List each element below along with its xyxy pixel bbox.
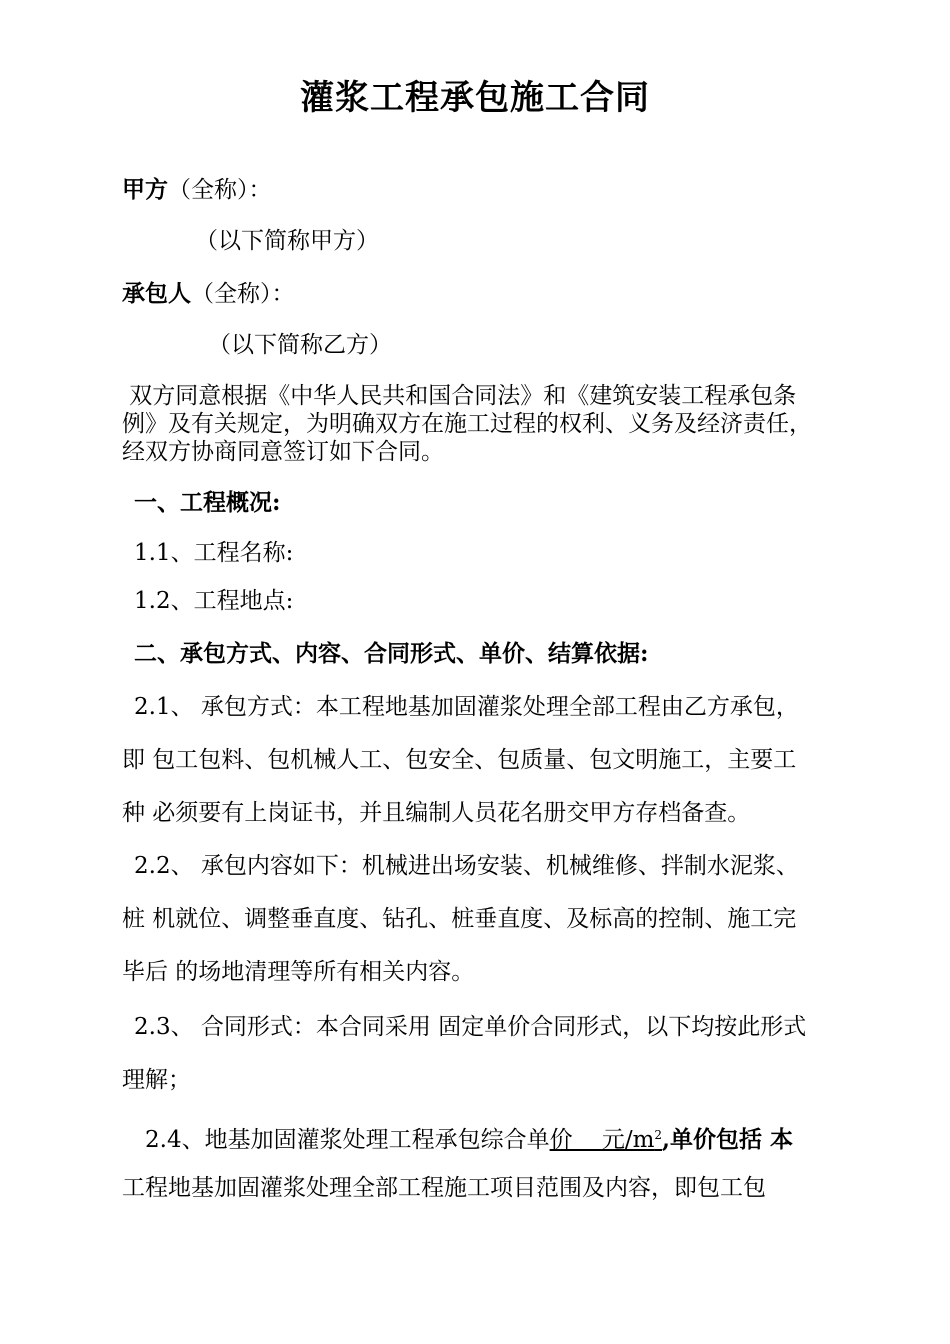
- intro-line-3: 经双方协商同意签订如下合同。: [122, 439, 444, 465]
- item-1-2: 1.2、工程地点:: [134, 588, 294, 614]
- intro-line-1: 双方同意根据《中华人民共和国合同法》和《建筑安装工程承包条: [122, 383, 797, 409]
- party-b-line: [122, 279, 295, 309]
- clause-2-3-line-2: 理解；: [122, 1067, 191, 1093]
- party-b-suffix: （全称）：: [191, 281, 295, 307]
- intro-line-2: 例》及有关规定，为明确双方在施工过程的权利、义务及经济责任，: [122, 411, 812, 437]
- clause-2-4-line-2: 工程地基加固灌浆处理全部工程施工项目范围及内容，即包工包: [122, 1175, 766, 1201]
- clause-2-1-line-3: 种 必须要有上岗证书，并且编制人员花名册交甲方存档备查。: [122, 800, 751, 826]
- clause-2-4-post: ,单价包括 本: [662, 1126, 794, 1153]
- clause-2-1-line-2: 即 包工包料、包机械人工、包安全、包质量、包文明施工，主要工: [122, 747, 797, 773]
- item-1-1: 1.1、工程名称:: [134, 540, 294, 566]
- clause-2-4-pre: 2.4、地基加固灌浆处理工程承包综合单: [145, 1127, 550, 1153]
- clause-2-4-line-1: [145, 1120, 793, 1155]
- party-a-line: [122, 175, 272, 205]
- party-a-label: 甲方: [122, 176, 168, 203]
- party-a-suffix: （全称）：: [168, 177, 272, 203]
- clause-2-2-line-2: 桩 机就位、调整垂直度、钻孔、桩垂直度、及标高的控制、施工完: [122, 906, 797, 932]
- unit-price-blank: [550, 1127, 662, 1153]
- party-b-label: 承包人: [122, 280, 191, 307]
- party-a-note: （以下简称甲方）: [195, 228, 379, 254]
- clause-2-3-line-1: 2.3、 合同形式：本合同采用 固定单价合同形式，以下均按此形式: [134, 1014, 807, 1040]
- clause-2-1-line-1: 2.1、 承包方式：本工程地基加固灌浆处理全部工程由乙方承包，: [134, 694, 799, 720]
- clause-2-2-line-1: 2.2、 承包内容如下：机械进出场安装、机械维修、拌制水泥浆、: [134, 853, 799, 879]
- document-title: 灌浆工程承包施工合同: [300, 78, 650, 118]
- party-b-note: （以下简称乙方）: [208, 332, 392, 358]
- unit-price-superscript: 2: [654, 1128, 663, 1142]
- clause-2-2-line-3: 毕后 的场地清理等所有相关内容。: [122, 959, 475, 985]
- section-2-heading: 二、承包方式、内容、合同形式、单价、结算依据:: [134, 640, 649, 667]
- section-1-heading: 一、工程概况:: [134, 489, 281, 516]
- unit-price-text: 价 元/m: [549, 1127, 655, 1153]
